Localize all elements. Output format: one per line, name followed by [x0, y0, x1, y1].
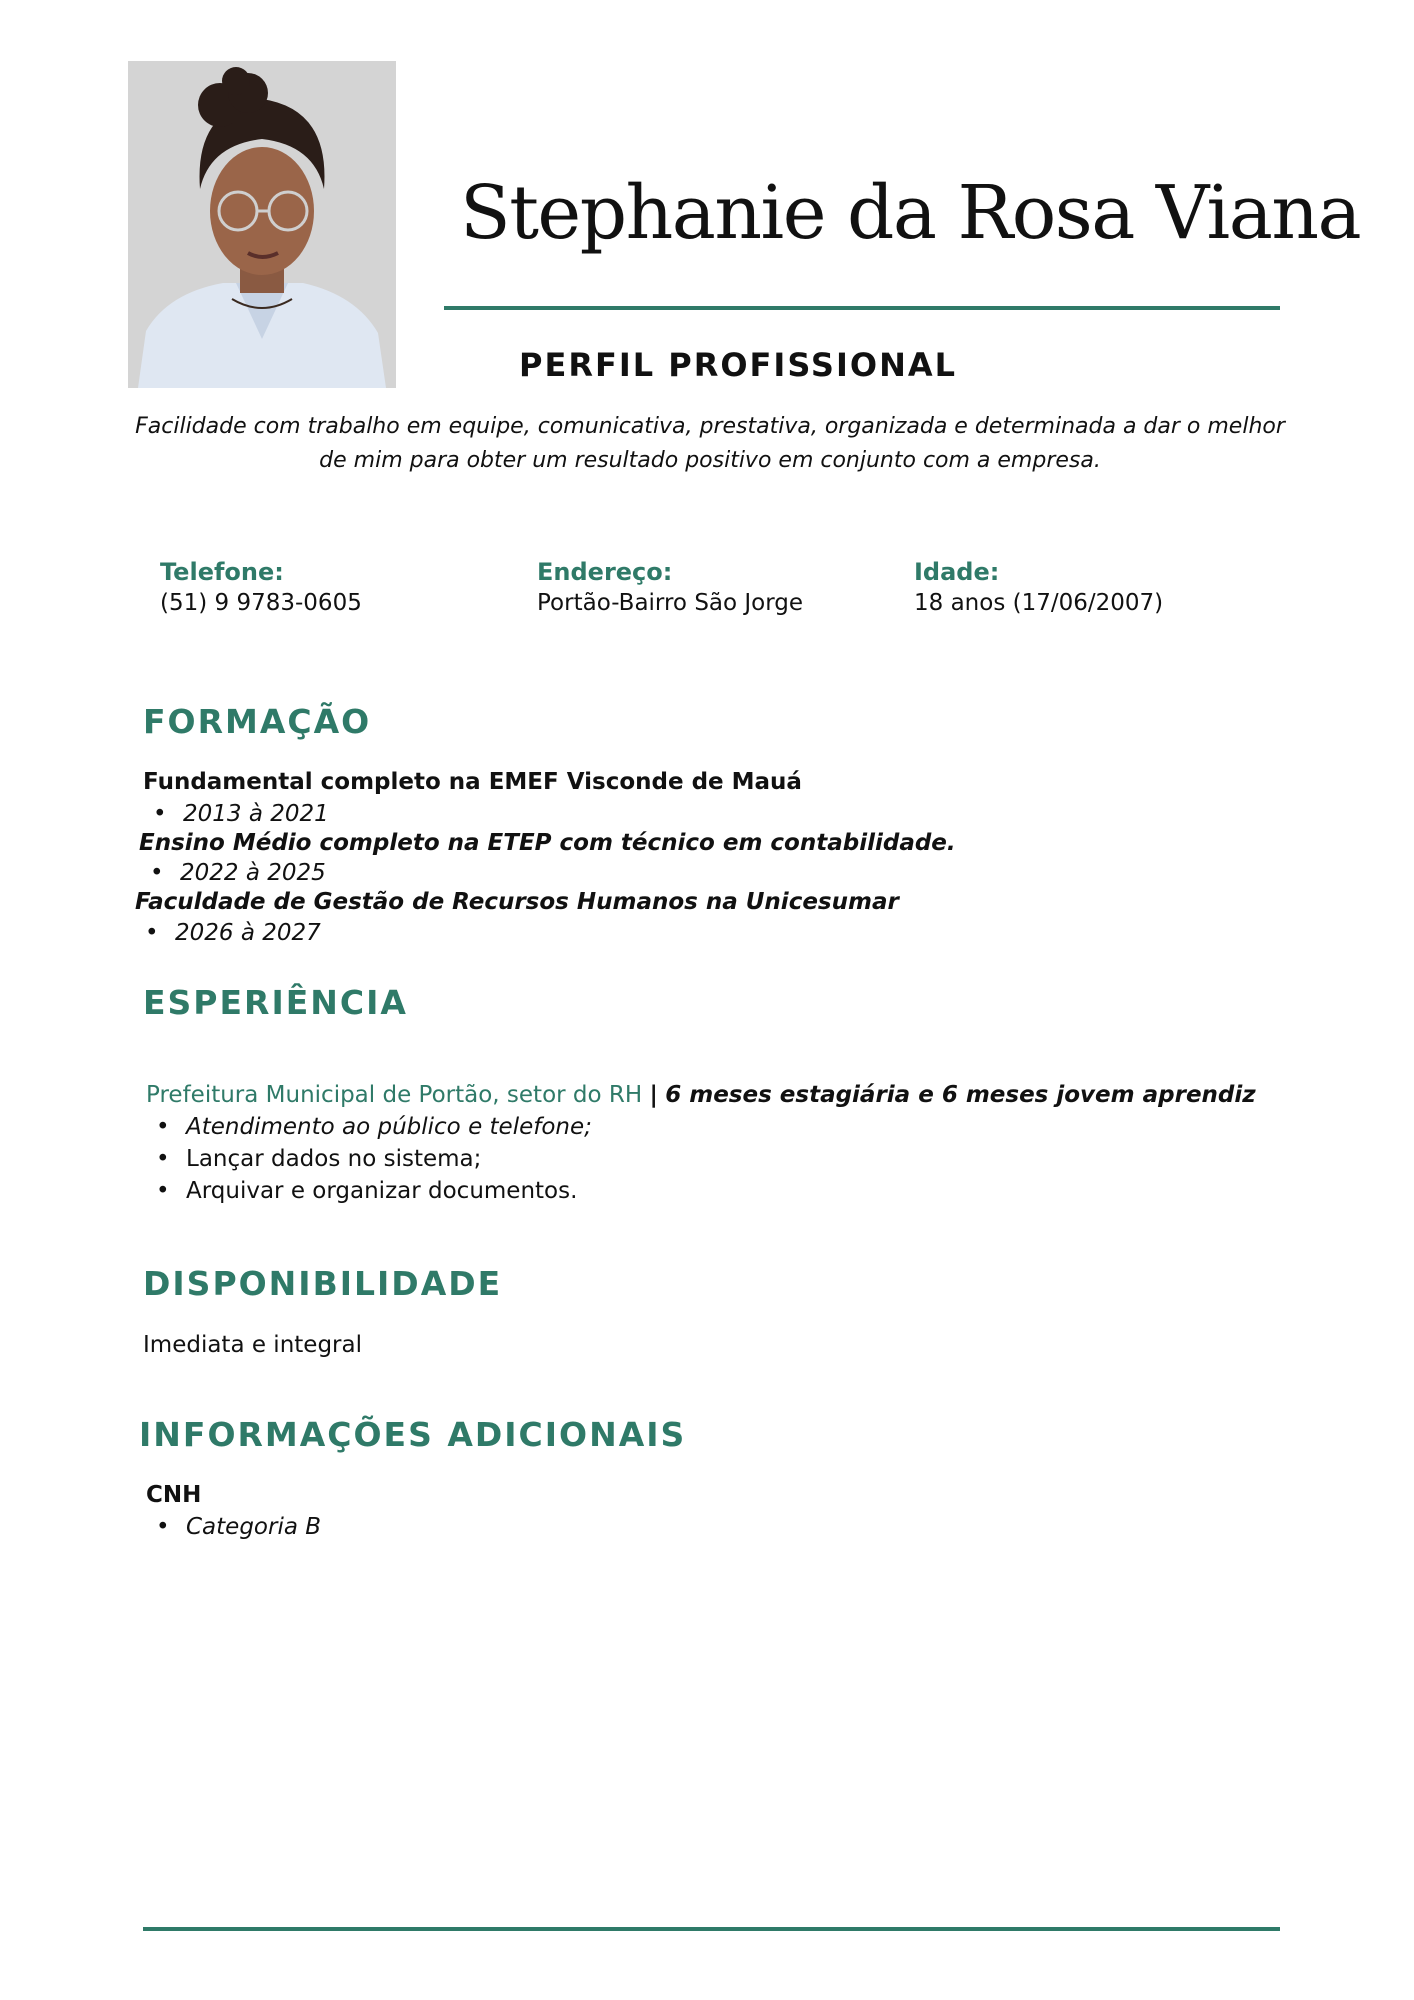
phone-label: Telefone:: [160, 558, 284, 586]
additional-info-item: CNH: [146, 1482, 202, 1508]
header-divider: [444, 306, 1280, 310]
phone-value: (51) 9 9783-0605: [160, 590, 362, 616]
experience-task: • Atendimento ao público e telefone;: [156, 1114, 592, 1140]
address-value: Portão-Bairro São Jorge: [537, 590, 804, 616]
profile-photo: [128, 61, 396, 388]
education-item-period: • 2013 à 2021: [153, 801, 329, 827]
availability-text: Imediata e integral: [143, 1332, 362, 1358]
address-label: Endereço:: [537, 558, 673, 586]
experience-separator: |: [649, 1082, 658, 1108]
profile-heading: PERFIL PROFISSIONAL: [519, 346, 958, 384]
profile-summary: Facilidade com trabalho em equipe, comunicativa, prestativa, organizada e determinada a dar o melhor de mim para obter um resultado positivo em conjunto com a empresa.: [135, 414, 1285, 473]
education-item-name: Fundamental completo na EMEF Visconde de Mauá: [143, 769, 802, 795]
age-label: Idade:: [914, 558, 1000, 586]
experience-duration: 6 meses estagiária e 6 meses jovem aprendiz: [665, 1082, 1256, 1108]
education-heading: FORMAÇÃO: [143, 702, 372, 741]
candidate-name: Stephanie da Rosa Viana: [460, 170, 1361, 256]
education-item-period: • 2022 à 2025: [150, 860, 326, 886]
experience-task: • Lançar dados no sistema;: [156, 1146, 481, 1172]
experience-place: Prefeitura Municipal de Portão, setor do RH: [146, 1082, 643, 1108]
education-item-name: Faculdade de Gestão de Recursos Humanos na Unicesumar: [135, 889, 899, 915]
experience-task: • Arquivar e organizar documentos.: [156, 1178, 577, 1204]
age-block: [914, 558, 1163, 616]
footer-divider: [143, 1927, 1280, 1931]
age-value: 18 anos (17/06/2007): [914, 590, 1164, 616]
additional-info-heading: INFORMAÇÕES ADICIONAIS: [139, 1415, 687, 1454]
person-portrait-image: [128, 61, 396, 388]
additional-info-detail: • Categoria B: [156, 1514, 321, 1540]
education-item-name: Ensino Médio completo na ETEP com técnico em contabilidade.: [139, 830, 956, 856]
availability-heading: DISPONIBILIDADE: [143, 1264, 503, 1303]
education-item-period: • 2026 à 2027: [145, 920, 321, 946]
address-block: [537, 558, 803, 616]
phone-block: [160, 558, 362, 616]
experience-entry-header: [146, 1082, 1256, 1108]
experience-heading: ESPERIÊNCIA: [143, 983, 408, 1022]
